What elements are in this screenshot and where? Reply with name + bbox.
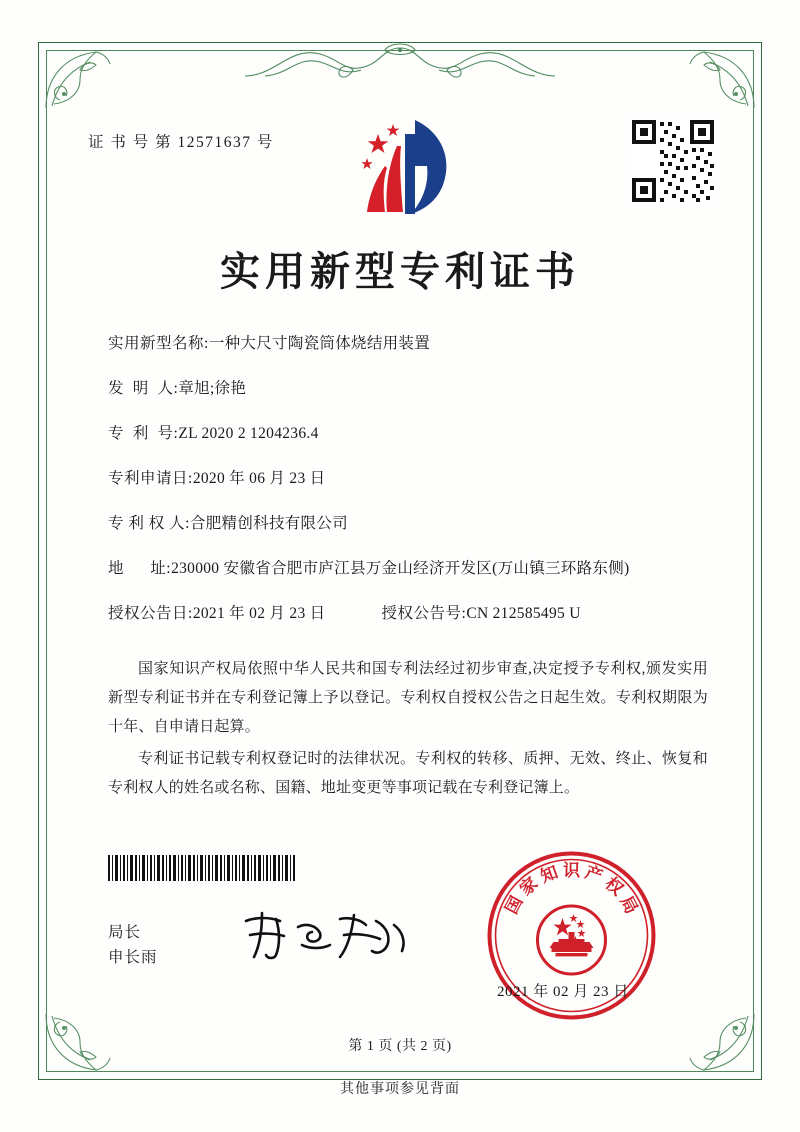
field-label: 发 明 人:	[108, 380, 179, 398]
svg-text:局: 局	[615, 893, 642, 918]
svg-text:家: 家	[516, 873, 543, 900]
field-value: 章旭;徐艳	[178, 380, 247, 398]
page-title: 实用新型专利证书	[220, 249, 580, 295]
certificate-number: 证 书 号 第 12571637 号	[88, 134, 274, 151]
grant-date-value: 2021 年 02 月 23 日	[192, 605, 326, 623]
corner-ornament-icon	[40, 44, 126, 114]
field-label: 专 利 权 人:	[108, 515, 190, 533]
qr-code-icon	[630, 118, 716, 204]
handwritten-signature-icon	[236, 905, 416, 967]
field-value: ZL 2020 2 1204236.4	[178, 425, 319, 443]
field-value: 230000 安徽省合肥市庐江县万金山经济开发区(万山镇三环路东侧)	[171, 560, 630, 578]
signature-role: 局长	[108, 924, 142, 941]
field-row-grant	[108, 602, 708, 626]
signature-block	[108, 921, 158, 971]
seal-date: 2021 年 02 月 23 日	[497, 984, 629, 1000]
field-value: 合肥精创科技有限公司	[189, 515, 348, 533]
field-row	[108, 422, 708, 446]
field-list	[108, 332, 708, 647]
top-ornament-icon	[235, 36, 565, 82]
paragraph-1: 国家知识产权局依照中华人民共和国专利法经过初步审查,决定授予专利权,颁发实用新型专利证书并在专利登记簿上予以登记。专利权自授权公告之日起生效。专利权期限为十年、自申请日起算。	[108, 661, 708, 735]
svg-text:国: 国	[501, 893, 528, 918]
barcode-icon	[108, 855, 298, 881]
svg-text:知: 知	[538, 862, 561, 888]
field-label: 地 址:	[108, 560, 172, 578]
signature-name: 申长雨	[108, 948, 158, 966]
corner-ornament-icon	[674, 44, 760, 114]
footer-note: 其他事项参见背面	[340, 1082, 460, 1097]
svg-text:识: 识	[563, 861, 580, 881]
field-value: 一种大尺寸陶瓷筒体烧结用装置	[208, 335, 431, 352]
field-row	[108, 512, 708, 536]
paragraph-2: 专利证书记载专利权登记时的法律状况。专利权的转移、质押、无效、终止、恢复和专利权人的姓名或名称、国籍、地址变更等事项记载在专利登记簿上。	[108, 751, 708, 797]
svg-text:权: 权	[600, 873, 627, 900]
grant-date-label: 授权公告日:	[108, 605, 193, 623]
svg-text:产: 产	[582, 862, 605, 888]
grant-number-value: CN 212585495 U	[466, 605, 581, 623]
cnipa-logo-icon	[345, 112, 465, 224]
body-text	[108, 655, 708, 807]
page-number: 第 1 页 (共 2 页)	[348, 1039, 452, 1054]
field-row-address	[108, 557, 708, 581]
field-row	[108, 332, 708, 356]
field-label: 专利申请日:	[108, 470, 193, 488]
field-label: 专 利 号:	[108, 425, 179, 443]
field-label: 实用新型名称:	[108, 335, 209, 352]
field-value: 2020 年 06 月 23 日	[192, 470, 326, 488]
field-row	[108, 377, 708, 401]
field-row	[108, 467, 708, 491]
grant-number-label: 授权公告号:	[381, 605, 467, 623]
